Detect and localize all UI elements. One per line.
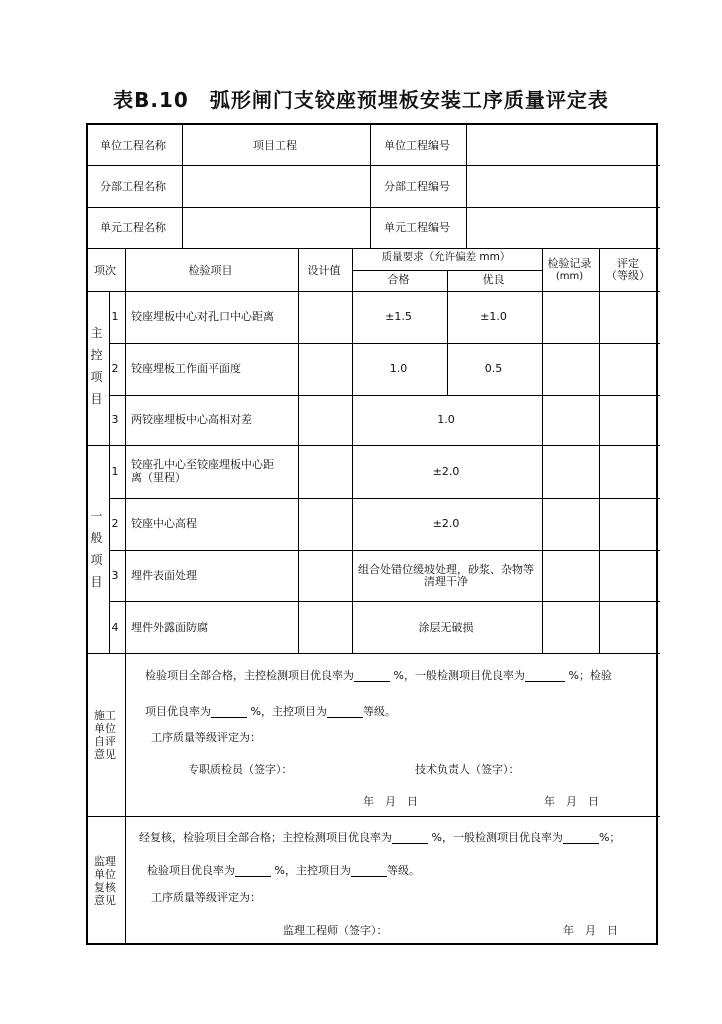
main-item-2-name: 铰座埋板工作面平面度 [131, 362, 241, 375]
main-item-2-excellent: 0.5 [484, 362, 503, 375]
general-item-4-name: 埋件外露面防腐 [131, 621, 208, 634]
col-check-item: 检验项目 [188, 264, 233, 277]
construction-opinion-label: 施工单位自评意见 [94, 709, 116, 761]
supervision-opinion-line2 [147, 864, 420, 877]
supervision-opinion-line1 [139, 831, 620, 844]
supervision-engineer-signature[interactable]: 监理工程师（签字）： [283, 924, 388, 937]
row-line [88, 816, 660, 817]
sup-item-excellent-rate-blank[interactable] [235, 865, 271, 877]
main-item-3-requirement: 1.0 [437, 413, 455, 426]
general-group-label: 一般项目 [90, 509, 103, 589]
supervision-line2-text-b: %，主控项目为 [274, 864, 351, 877]
quality-assessment-table [86, 123, 658, 945]
supervision-date: 年 月 日 [563, 924, 618, 937]
col-line [542, 248, 543, 653]
main-excellent-rate-blank[interactable] [354, 670, 390, 682]
row-line [88, 445, 660, 446]
col-qualified: 合格 [387, 273, 410, 286]
main-item-1-name: 铰座埋板中心对孔口中心距离 [131, 310, 274, 323]
tech-lead-signature[interactable]: 技术负责人（签字）： [415, 763, 520, 776]
main-item-1-no: 1 [111, 310, 119, 323]
general-item-3-requirement-line2: 清理干净 [424, 575, 468, 588]
col-line [125, 248, 126, 653]
supervision-opinion-label: 监理单位复核意见 [94, 855, 116, 907]
col-grade-sub: （等级） [606, 269, 650, 282]
construction-date-2: 年 月 日 [544, 795, 599, 808]
row-line [109, 601, 660, 602]
col-record-unit: (mm) [555, 271, 584, 282]
unit-project-label: 单位工程名称 [100, 139, 166, 152]
main-item-3-no: 3 [111, 413, 119, 426]
general-item-4-no: 4 [111, 621, 119, 634]
col-design-value: 设计值 [307, 264, 341, 277]
col-line [447, 270, 448, 395]
main-item-1-qualified: ±1.5 [385, 310, 412, 323]
unit-project-no-label: 单位工程编号 [384, 139, 450, 152]
row-line [109, 550, 660, 551]
row-line [88, 207, 660, 208]
general-item-3-requirement-line1: 组合处错位缓坡处理，砂浆、杂物等 [358, 563, 534, 576]
general-item-1-requirement: ±2.0 [432, 465, 460, 478]
general-item-1-name-line1: 铰座孔中心至铰座埋板中心距 [131, 458, 274, 471]
main-item-2-qualified: 1.0 [389, 362, 408, 375]
row-line [88, 653, 660, 654]
main-item-2-no: 2 [111, 362, 119, 375]
construction-line2-text-c: 等级。 [362, 705, 396, 718]
row-line [109, 343, 660, 344]
item-excellent-rate-blank[interactable] [211, 706, 247, 718]
division-no-label: 分部工程编号 [384, 180, 450, 193]
col-line [599, 248, 600, 653]
col-line [352, 248, 353, 653]
general-item-3-no: 3 [111, 569, 119, 582]
row-line [88, 248, 660, 249]
general-item-1-no: 1 [111, 465, 119, 478]
general-item-4-requirement: 涂层无破损 [418, 621, 474, 634]
col-item-no: 项次 [94, 264, 116, 277]
col-line [466, 125, 467, 248]
supervision-opinion-line3: 工序质量等级评定为： [151, 891, 261, 904]
general-excellent-rate-blank[interactable] [525, 670, 565, 682]
main-item-grade-blank[interactable] [327, 706, 363, 718]
row-line [109, 395, 660, 396]
sup-general-excellent-rate-blank[interactable] [563, 832, 599, 844]
construction-line2-text-b: %，主控项目为 [250, 705, 327, 718]
row-line [88, 291, 660, 292]
row-line [109, 498, 660, 499]
construction-opinion-line2 [145, 705, 396, 718]
sup-main-excellent-rate-blank[interactable] [392, 832, 428, 844]
supervision-line1-text-b: %，一般检测项目优良率为 [431, 831, 563, 844]
element-no-label: 单元工程编号 [384, 221, 450, 234]
main-group-label: 主控项目 [90, 326, 103, 406]
element-label: 单元工程名称 [100, 221, 166, 234]
col-line [125, 653, 126, 945]
general-item-2-requirement: ±2.0 [432, 517, 460, 530]
supervision-line2-text-a: 检验项目优良率为 [147, 864, 235, 877]
unit-project-value[interactable]: 项目工程 [253, 139, 297, 152]
supervision-line2-text-c: 等级。 [386, 864, 420, 877]
inspector-signature[interactable]: 专职质检员（签字）： [188, 763, 293, 776]
general-item-2-name: 铰座中心高程 [131, 517, 197, 530]
sup-main-item-grade-blank[interactable] [351, 865, 387, 877]
col-grade: 评定 [617, 257, 639, 270]
general-item-3-name: 埋件表面处理 [131, 569, 197, 582]
construction-opinion-line3: 工序质量等级评定为： [151, 731, 261, 744]
form-title: 表B.10 弧形闸门支铰座预埋板安装工序质量评定表 [113, 88, 609, 112]
col-quality-req: 质量要求（允许偏差 mm） [381, 251, 511, 263]
construction-line1-text-a: 检验项目全部合格，主控检测项目优良率为 [145, 669, 354, 682]
construction-line2-text-a: 项目优良率为 [145, 705, 211, 718]
main-item-1-excellent: ±1.0 [480, 310, 507, 323]
construction-line1-text-b: %，一般检测项目优良率为 [393, 669, 525, 682]
general-item-1-name-line2: 离（里程） [131, 471, 186, 484]
construction-line1-text-c: %；检验 [568, 669, 612, 682]
col-record: 检验记录 [547, 257, 592, 270]
row-line [88, 165, 660, 166]
col-line [298, 248, 299, 653]
col-excellent: 优良 [482, 273, 505, 286]
construction-date-1: 年 月 日 [363, 795, 418, 808]
division-label: 分部工程名称 [100, 180, 166, 193]
supervision-line1-text-a: 经复核，检验项目全部合格；主控检测项目优良率为 [139, 831, 392, 844]
construction-opinion-line1 [145, 669, 612, 682]
supervision-line1-text-c: %； [598, 831, 621, 844]
general-item-2-no: 2 [111, 517, 119, 530]
main-item-3-name: 两铰座埋板中心高相对差 [131, 413, 252, 426]
